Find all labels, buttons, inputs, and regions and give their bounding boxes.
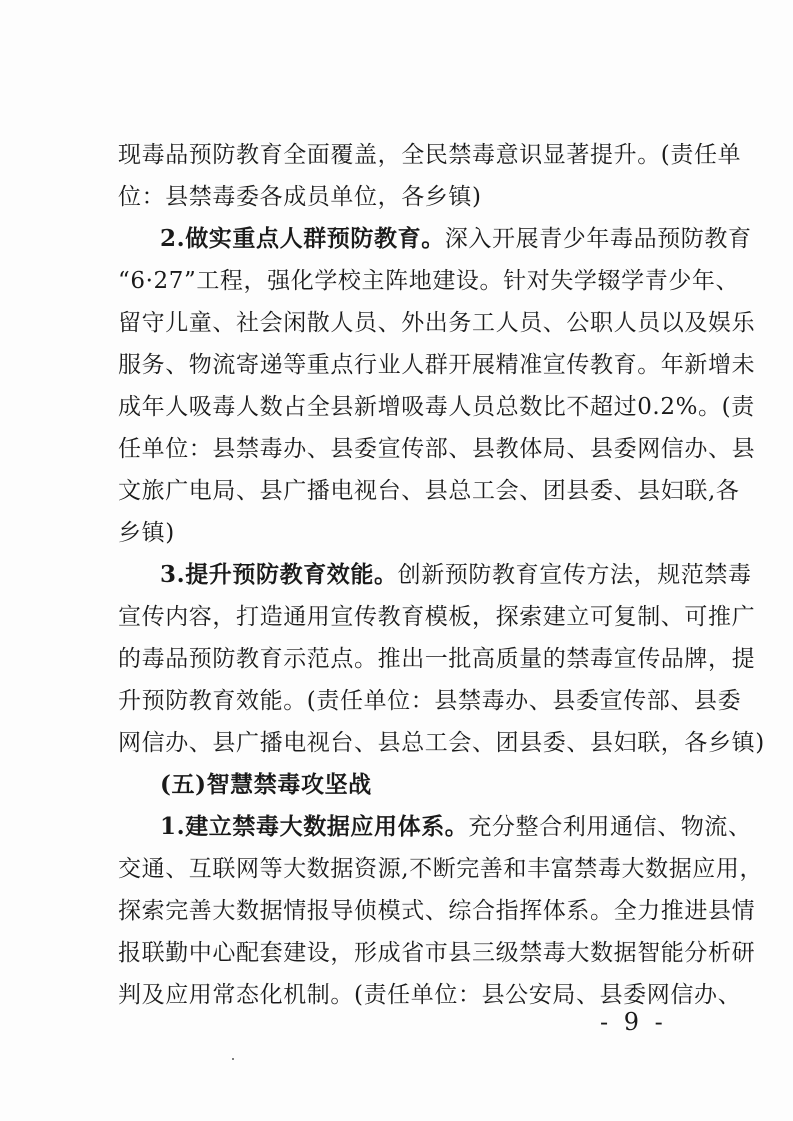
subheading-title: 1.建立禁毒大数据应用体系。 (160, 813, 469, 840)
subheading-line: 2.做实重点人群预防教育。深入开展青少年毒品预防教育 (160, 225, 752, 252)
page-number: - 9 - (600, 1008, 667, 1036)
paragraph-line: 交通、互联网等大数据资源,不断完善和丰富禁毒大数据应用， (118, 856, 764, 882)
section-heading (160, 768, 793, 802)
subheading-line: 3.提升预防教育效能。创新预防教育宣传方法，规范禁毒 (160, 561, 752, 588)
paragraph-line: 位：县禁毒委各成员单位，各乡镇) (118, 184, 482, 210)
subheading-line: 1.建立禁毒大数据应用体系。充分整合利用通信、物流、 (160, 813, 752, 840)
paragraph-line: 判及应用常态化机制。(责任单位：县公安局、县委网信办、 (118, 982, 742, 1008)
subheading-title: 2.做实重点人群预防教育。 (160, 225, 445, 252)
paragraph-line: 探索完善大数据情报导侦模式、综合指挥体系。全力推进县情 (118, 898, 756, 924)
section-title: (五)智慧禁毒攻坚战 (160, 771, 372, 798)
paragraph-line: 升预防教育效能。(责任单位：县禁毒办、县委宣传部、县委 (118, 688, 742, 714)
scan-speck (232, 1058, 234, 1060)
paragraph-line: 服务、物流寄递等重点行业人群开展精准宣传教育。年新增未 (118, 352, 756, 378)
paragraph-line: 网信办、县广播电视台、县总工会、团县委、县妇联，各乡镇) (118, 730, 765, 756)
paragraph-line: 文旅广电局、县广播电视台、县总工会、团县委、县妇联,各 (118, 478, 740, 504)
subheading-title: 3.提升预防教育效能。 (160, 561, 398, 588)
paragraph-line: 留守儿童、社会闲散人员、外出务工人员、公职人员以及娱乐 (118, 310, 756, 336)
paragraph-line: 报联勤中心配套建设，形成省市县三级禁毒大数据智能分析研 (118, 940, 756, 966)
paragraph-line: 任单位：县禁毒办、县委宣传部、县教体局、县委网信办、县 (118, 436, 756, 462)
paragraph-line: 成年人吸毒人数占全县新增吸毒人员总数比不超过0.2%。(责 (118, 394, 755, 420)
paragraph-line: 宣传内容，打造通用宣传教育模板，探索建立可复制、可推广 (118, 604, 756, 630)
paragraph-line: “6·27”工程，强化学校主阵地建设。针对失学辍学青少年、 (118, 268, 740, 294)
paragraph-line: 现毒品预防教育全面覆盖，全民禁毒意识显著提升。(责任单 (118, 142, 742, 168)
paragraph-line: 的毒品预防教育示范点。推出一批高质量的禁毒宣传品牌，提 (118, 646, 756, 672)
paragraph-line: 乡镇) (118, 520, 175, 546)
